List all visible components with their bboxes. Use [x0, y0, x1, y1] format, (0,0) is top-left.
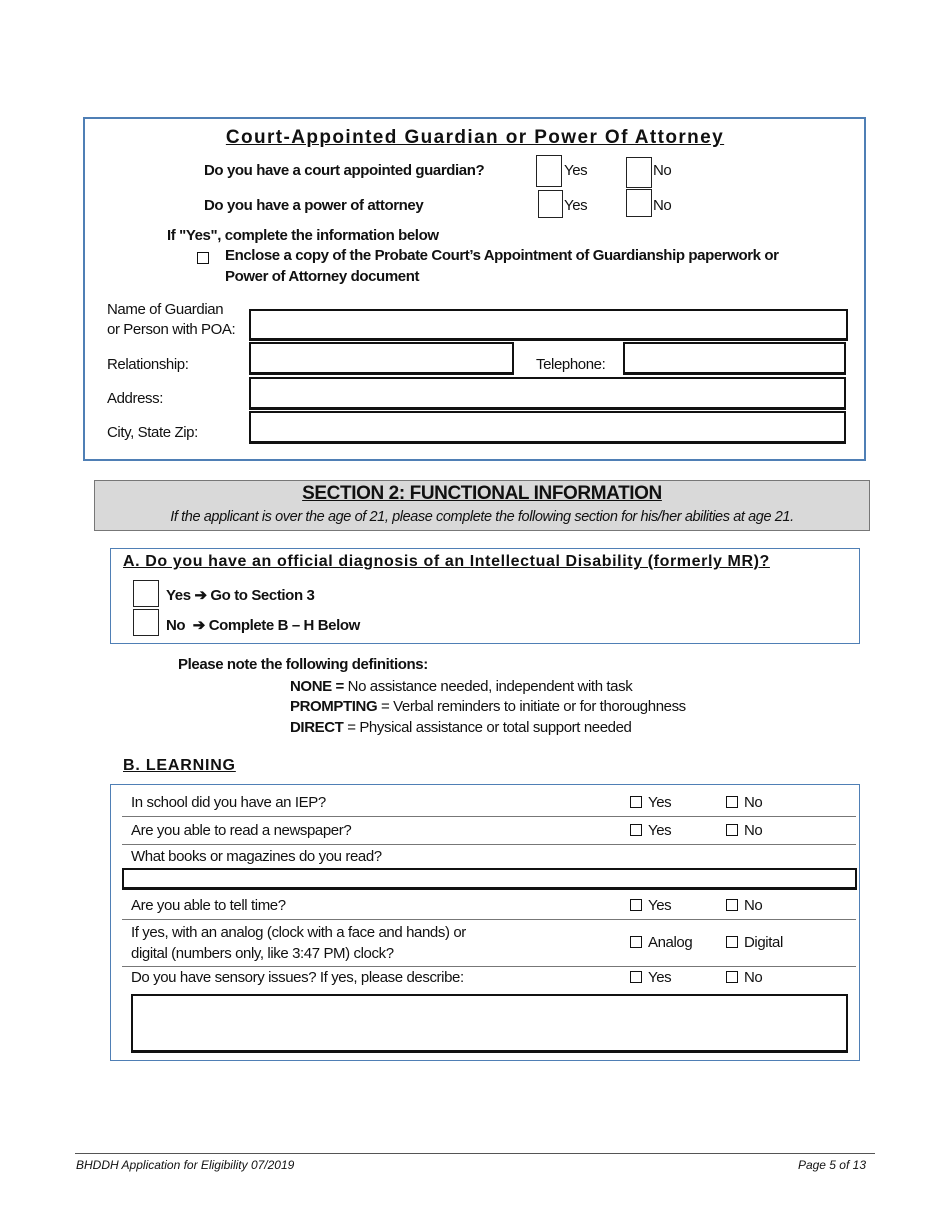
learning-question-line2: digital (numbers only, like 3:47 PM) clock? — [131, 945, 394, 962]
learning-option-no[interactable] — [726, 897, 762, 914]
poa-no-checkbox[interactable] — [626, 189, 652, 217]
checkbox-icon — [726, 899, 738, 911]
section2-title: SECTION 2: FUNCTIONAL INFORMATION — [302, 483, 662, 504]
guardian-name-input[interactable] — [249, 309, 848, 341]
section-a-yes-checkbox[interactable] — [133, 580, 159, 607]
address-input[interactable] — [249, 377, 846, 410]
definition-text: No assistance needed, independent with task — [343, 678, 633, 695]
no-action: Complete B – H Below — [208, 617, 360, 634]
checkbox-icon — [726, 971, 738, 983]
definition-term: DIRECT — [290, 719, 344, 736]
option-label: Yes — [648, 794, 672, 811]
yes-label: Yes — [166, 587, 191, 604]
checkbox-icon — [630, 971, 642, 983]
learning-option-no[interactable] — [726, 969, 762, 986]
learning-option-yes[interactable] — [630, 822, 671, 839]
telephone-label: Telephone: — [536, 356, 606, 373]
checkbox-icon — [630, 936, 642, 948]
enclose-text-1: Enclose a copy of the Probate Court’s Appointment of Guardianship paperwork or — [225, 247, 779, 264]
definition-text: = Physical assistance or total support needed — [343, 719, 632, 736]
learning-question: Are you able to read a newspaper? — [131, 822, 352, 839]
learning-option-yes[interactable] — [630, 897, 671, 914]
learning-question: What books or magazines do you read? — [131, 848, 382, 865]
section-a-no-checkbox[interactable] — [133, 609, 159, 636]
learning-option-digital[interactable] — [726, 934, 783, 951]
guardian-yes-label: Yes — [564, 162, 588, 179]
learning-question-line1: If yes, with an analog (clock with a face and hands) or — [131, 924, 466, 941]
enclose-text-2: Power of Attorney document — [225, 268, 420, 285]
guardian-no-checkbox[interactable] — [626, 157, 652, 188]
checkbox-icon — [630, 796, 642, 808]
row-divider — [122, 816, 856, 817]
option-label: No — [744, 794, 763, 811]
option-label: Yes — [648, 969, 672, 986]
section2-subtitle: If the applicant is over the age of 21, please complete the following section for his/her abilities at age 21. — [170, 509, 794, 525]
learning-option-no[interactable] — [726, 822, 762, 839]
checkbox-icon — [726, 824, 738, 836]
definition-text: = Verbal reminders to initiate or for thoroughness — [377, 698, 686, 715]
learning-option-yes[interactable] — [630, 969, 671, 986]
section-a-title: A. Do you have an official diagnosis of an Intellectual Disability (formerly MR)? — [123, 553, 770, 570]
section-a-no — [166, 616, 360, 634]
definition-none — [290, 678, 632, 695]
learning-option-yes[interactable] — [630, 794, 671, 811]
guardian-yes-checkbox[interactable] — [536, 155, 562, 187]
checkbox-icon — [630, 824, 642, 836]
footer-right: Page 5 of 13 — [797, 1158, 866, 1172]
learning-question: Are you able to tell time? — [131, 897, 286, 914]
checkbox-icon — [630, 899, 642, 911]
relationship-input[interactable] — [249, 342, 514, 375]
definition-prompting — [290, 698, 686, 715]
name-label-2: or Person with POA: — [107, 321, 236, 338]
learning-question: Do you have sensory issues? If yes, please describe: — [131, 969, 464, 986]
relationship-label: Relationship: — [107, 356, 189, 373]
footer-divider — [75, 1153, 875, 1154]
learning-title: B. LEARNING — [123, 757, 236, 774]
definition-term: PROMPTING — [290, 698, 378, 715]
definition-direct — [290, 719, 631, 736]
row-divider — [122, 844, 856, 845]
section-a-yes — [166, 586, 314, 604]
poa-yes-label: Yes — [564, 197, 588, 214]
footer-left: BHDDH Application for Eligibility 07/2019 — [76, 1158, 295, 1172]
option-label: No — [744, 822, 763, 839]
enclose-checkbox[interactable] — [197, 250, 215, 267]
address-label: Address: — [107, 390, 163, 407]
arrow-right-icon: ➔ — [192, 617, 205, 634]
option-label: Yes — [648, 822, 672, 839]
option-label: No — [744, 969, 763, 986]
guardian-no-label: No — [653, 162, 672, 179]
option-label: Digital — [744, 934, 783, 951]
yes-action: Go to Section 3 — [210, 587, 315, 604]
poa-no-label: No — [653, 197, 672, 214]
arrow-right-icon: ➔ — [194, 587, 207, 604]
checkbox-icon — [197, 252, 209, 264]
learning-option-analog[interactable] — [630, 934, 692, 951]
definition-term: NONE = — [290, 678, 344, 695]
row-divider — [122, 966, 856, 967]
learning-question: In school did you have an IEP? — [131, 794, 326, 811]
city-label: City, State Zip: — [107, 424, 198, 441]
checkbox-icon — [726, 936, 738, 948]
poa-yes-checkbox[interactable] — [538, 190, 563, 218]
row-divider — [122, 919, 856, 920]
telephone-input[interactable] — [623, 342, 846, 375]
guardian-question: Do you have a court appointed guardian? — [204, 162, 485, 179]
option-label: Analog — [648, 934, 693, 951]
poa-question: Do you have a power of attorney — [204, 197, 424, 214]
books-magazines-input[interactable] — [122, 868, 857, 890]
guardian-title: Court-Appointed Guardian or Power Of Attorney — [225, 127, 725, 148]
checkbox-icon — [726, 796, 738, 808]
learning-option-no[interactable] — [726, 794, 762, 811]
sensory-issues-textarea[interactable] — [131, 994, 848, 1053]
name-label-1: Name of Guardian — [107, 301, 224, 318]
no-label: No — [166, 617, 186, 634]
if-yes-instruction: If "Yes", complete the information below — [167, 227, 439, 244]
option-label: No — [744, 897, 763, 914]
city-state-zip-input[interactable] — [249, 411, 846, 444]
option-label: Yes — [648, 897, 672, 914]
definitions-intro: Please note the following definitions: — [178, 656, 428, 673]
